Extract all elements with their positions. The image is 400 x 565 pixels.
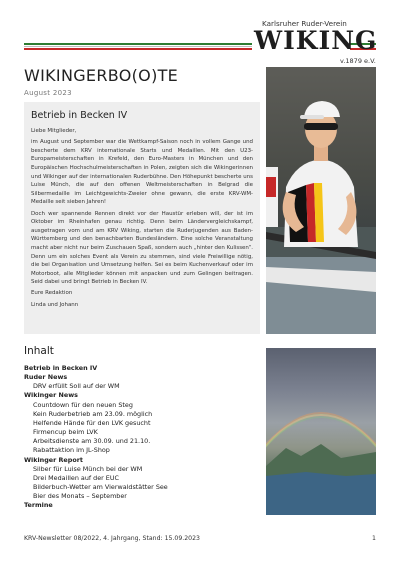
toc-item[interactable]: Rabattaktion im JL-Shop: [33, 446, 110, 455]
club-logo: WIKING: [254, 26, 378, 55]
newsletter-title: WIKINGERBO(O)TE: [24, 66, 179, 85]
toc-section[interactable]: Ruder News: [24, 373, 68, 382]
rower-photo: [266, 67, 376, 334]
toc-section[interactable]: Betrieb in Becken IV: [24, 364, 98, 372]
toc-item[interactable]: Firmencup beim LVK: [33, 428, 98, 437]
toc-heading: Inhalt: [24, 345, 54, 357]
intro-paragraph: im August und September war die Wettkampf-Saison noch in vollem Gange und bescherte dem KRV internationale Starts und Medaillen. Mit den U23-Europameisterschaften in Krefeld, den Euro-Masters in München und den Europäischen Hochschulmeisterschaften in Polen, zeigten sich die Wikingerinnen und Wikinger auf der internationalen Ruderbühne. Den Höhepunkt bescherte uns Luise Münch, die auf den offenen Weltmeisterschaften in Belgrad die Silbermedaille im Leichtgewichts-Zweier ohne gewann, die erste KRV-WM-Medaille seit sieben Jahren!: [31, 139, 253, 206]
intro-paragraph: Liebe Mitglieder,: [31, 128, 77, 134]
toc-item[interactable]: Bier des Monats – September: [33, 492, 127, 501]
toc-item[interactable]: Silber für Luise Münch bei der WM: [33, 464, 143, 473]
intro-paragraph: Linda und Johann: [31, 301, 79, 308]
club-founding: v.1879 e.V.: [340, 57, 376, 65]
toc-section[interactable]: Wikinger Report: [24, 455, 83, 464]
intro-heading: Betrieb in Becken IV: [31, 110, 128, 121]
intro-paragraph: Doch wer spannende Rennen direkt vor der Haustür erleben will, der ist im Oktober im Rheinhafen genau richtig. Denn beim Ländervergleichskampf, ausgetragen vom und am KRV Wiking, starten die Ruderjugenden aus Baden-Württemberg und den benachbarten Bundesländern. Eine solche Veranstaltung macht aber nicht nur beim Zuschauen Spaß, sondern auch „hinter den Kulissen“. Denn um ein solches Event als Verein zu stemmen, sind viele Freiwillige nötig, die bei Organisation und Umsetzung helfen. Sei es beim Kuchenverkauf oder im Motorboot, alle Mitglieder können mit anpacken und zum Gelingen beitragen. Seid dabei und bringt Betrieb in Becken IV.: [31, 210, 253, 286]
toc-item[interactable]: Kein Ruderbetrieb am 23.09. möglich: [33, 409, 153, 418]
intro-paragraph: Eure Redaktion: [31, 290, 73, 297]
toc-section[interactable]: Wikinger News: [24, 391, 78, 400]
toc-item[interactable]: Countdown für den neuen Steg: [33, 400, 133, 409]
intro-body: [31, 127, 253, 312]
rainbow-lake-photo: [266, 348, 376, 515]
table-of-contents: [24, 364, 260, 511]
toc-item[interactable]: DRV erfüllt Soll auf der WM: [33, 382, 120, 391]
toc-item[interactable]: Arbeitsdienste am 30.09. und 21.10.: [33, 437, 151, 446]
club-name: Karlsruher Ruder-Verein: [262, 19, 347, 28]
footer-info: KRV-Newsletter 08/2022, 4. Jahrgang, Stand: 15.09.2023: [24, 535, 200, 542]
toc-item[interactable]: Drei Medaillen auf der EUC: [33, 473, 119, 482]
header-stripe-green: [24, 43, 252, 45]
newsletter-date: August 2023: [24, 89, 72, 97]
header-stripe-red: [24, 48, 252, 50]
toc-item[interactable]: Bilderbuch-Wetter am Vierwaldstätter See: [33, 483, 168, 492]
toc-section[interactable]: Termine: [24, 501, 53, 510]
page-number: 1: [372, 535, 376, 542]
toc-item[interactable]: Helfende Hände für den LVK gesucht: [33, 418, 151, 427]
header-stripe-gray: [24, 46, 252, 47]
